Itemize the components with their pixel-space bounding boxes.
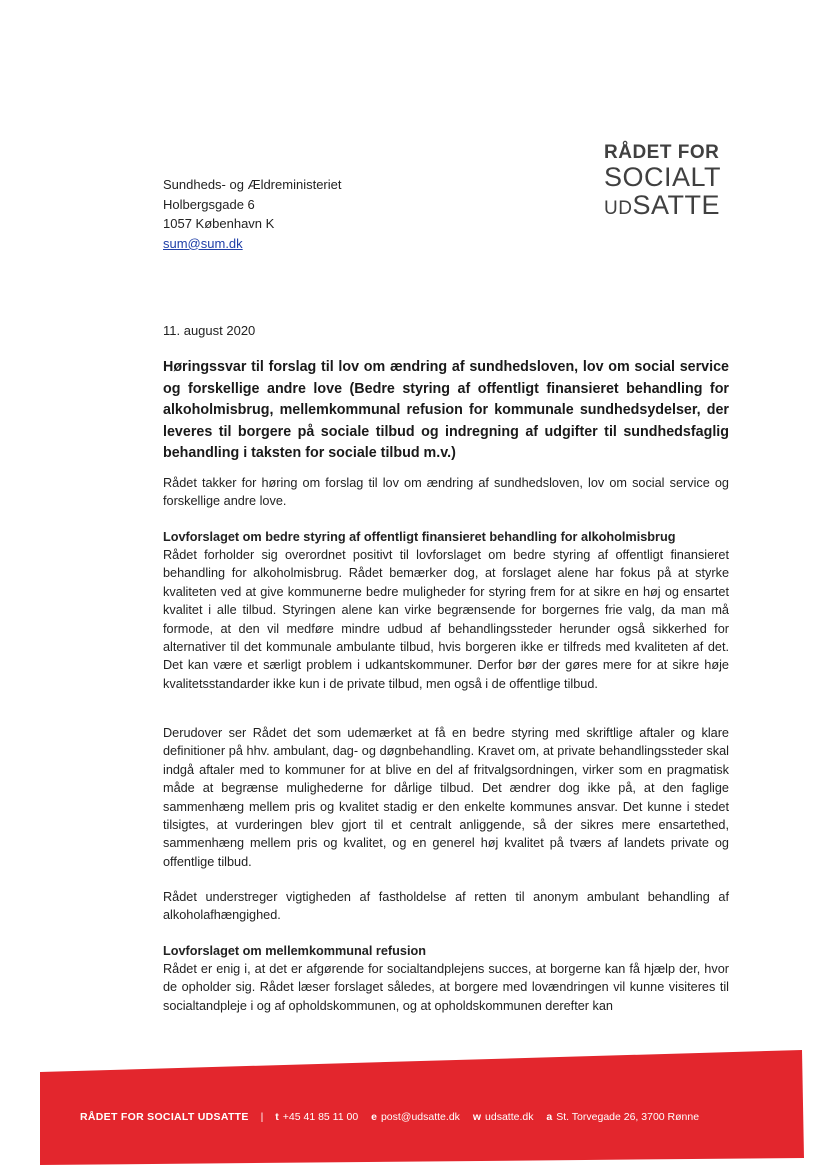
paragraph-alcohol-3: Rådet understreger vigtigheden af fastholdelse af retten til anonym ambulant behandling af alkoholafhængighed.	[163, 890, 729, 923]
footer-contact	[80, 1111, 699, 1123]
recipient-city: 1057 København K	[163, 216, 275, 231]
recipient-name: Sundheds- og Ældreministeriet	[163, 177, 342, 192]
letter-date: 11. august 2020	[163, 323, 256, 338]
footer-email[interactable]: post@udsatte.dk	[380, 1111, 460, 1123]
paragraph-alcohol-1: Rådet forholder sig overordnet positivt til lovforslaget om bedre styring af offentligt finansieret behandling for alkoholmisbrug. Rådet bemærker dog, at forslaget alene har fokus på at styrke kvaliteten ved at give kommunerne bedre muligheder for styring frem for at sikre en høj og ensartet kvalitet i alle tilbud. Styringen alene kan virke begrænsende for borgernes frie valg, da man må formode, at den vil medføre mindre udbud af behandlingssteder herunder også sikkerhed for alternativer til det kommunale ambulante tilbud, hvis borgeren ikke er tilfreds med kvaliteten af det. Det kan være et særligt problem i udkantskommuner. Derfor bør der gøres mere for at sikre høje kvalitetsstandarder ikke kun i de private tilbud, men også i de offentlige tilbud.	[163, 548, 729, 691]
recipient-address	[163, 175, 341, 253]
footer-phone-label: t	[275, 1111, 279, 1123]
logo-line-3-small: UD	[604, 198, 633, 219]
footer-web[interactable]: udsatte.dk	[485, 1111, 534, 1123]
intro-paragraph: Rådet takker for høring om forslag til lov om ændring af sundhedsloven, lov om social service og forskellige andre love.	[163, 476, 729, 509]
footer-address: St. Torvegade 26, 3700 Rønne	[556, 1111, 700, 1123]
footer-separator: |	[260, 1111, 264, 1123]
logo-line-3-big: SATTE	[632, 190, 720, 220]
footer-phone: +45 41 85 11 00	[282, 1111, 359, 1123]
logo-line-3	[604, 191, 721, 223]
footer-background	[40, 1050, 827, 1165]
logo-line-2: SOCIALT	[604, 162, 722, 192]
footer-brand: RÅDET FOR SOCIALT UDSATTE	[80, 1111, 249, 1123]
footer-email-label: e	[371, 1111, 377, 1123]
paragraph-alcohol-2: Derudover ser Rådet det som udemærket at få en bedre styring med skriftlige aftaler og klare definitioner på hhv. ambulant, dag- og døgnbehandling. Kravet om, at private behandlingssteder skal indgå aftaler med to kommuner for at blive en del af fritvalgsordningen, virker som en pragmatisk måde at begrænse mulighederne for dårlige tilbud. Det ændrer dog ikke på, at den faglige sammenhæng mellem pris og kvalitet stadig er den enkelte kommunes ansvar. Det kunne i stedet tilsigtes, at vurderingen blev gjort til et centralt anliggende, så der sikres mere ensartethed, sammenhæng mellem pris og kvalitet, og en generel høj kvalitet på tværs af landets private og offentlige tilbud.	[163, 726, 729, 869]
letter-title: Høringssvar til forslag til lov om ændring af sundhedsloven, lov om social service og forskellige andre love (Bedre styring af offentligt finansieret behandling for alkoholmisbrug, mellemkommunal refusion for kommunale sundhedsydelser, der leveres til borgere på sociale tilbud og indregning af udgifter til sundhedsfaglig behandling i taksten for sociale tilbud m.v.)	[163, 359, 729, 461]
section-heading-refusion: Lovforslaget om mellemkommunal refusion	[163, 944, 426, 958]
footer-band	[40, 1050, 827, 1165]
logo-line-1: RÅDET FOR	[604, 142, 720, 163]
organization-logo	[604, 142, 721, 223]
footer-address-label: a	[546, 1111, 553, 1123]
section-heading-alcohol: Lovforslaget om bedre styring af offentligt finansieret behandling for alkoholmisbrug	[163, 530, 676, 544]
recipient-street: Holbergsgade 6	[163, 196, 255, 212]
footer-web-label: w	[472, 1111, 482, 1123]
recipient-email-link[interactable]: sum@sum.dk	[163, 235, 243, 251]
paragraph-refusion-1: Rådet er enig i, at det er afgørende for socialtandplejens succes, at borgerne kan få hjælp der, hvor de opholder sig. Rådet læser forslaget således, at borgere med lovændringen vil kunne visiteres til socialtandpleje i og af opholdskommunen, og at opholdskommunen derefter kan	[163, 962, 729, 1013]
